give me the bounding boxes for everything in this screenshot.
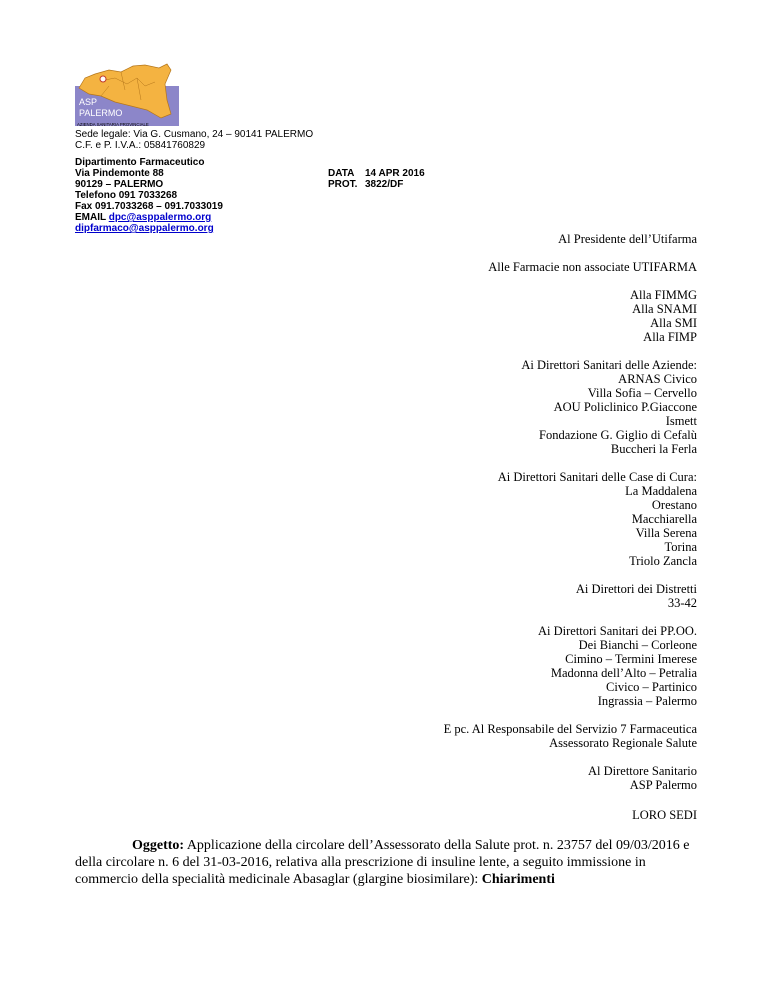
recipient-line: Al Presidente dell’Utifarma	[558, 232, 697, 246]
asp-palermo-logo	[75, 60, 179, 128]
recipient-line: Ingrassia – Palermo	[597, 694, 697, 708]
recipient-line: Al Direttore Sanitario	[588, 764, 697, 778]
email-link-dpc[interactable]: dpc@asppalermo.org	[108, 212, 212, 223]
recipient-line: Madonna dell’Alto – Petralia	[550, 666, 697, 680]
sicily-map-logo-icon	[75, 60, 179, 128]
recipient-line: Orestano	[651, 498, 697, 512]
recipient-group-direttore-sanitario	[444, 764, 697, 792]
subject-label: Oggetto:	[132, 838, 185, 853]
recipient-line: Civico – Partinico	[606, 680, 697, 694]
date-protocol-block	[328, 168, 425, 190]
recipient-line: La Maddalena	[625, 484, 697, 498]
recipient-group-utifarma-president	[444, 232, 697, 246]
department-email2-line	[75, 223, 223, 234]
department-fax: Fax 091.7033268 – 091.7033019	[75, 201, 223, 212]
recipient-line: Villa Sofia – Cervello	[587, 386, 697, 400]
recipient-line: ARNAS Civico	[618, 372, 697, 386]
recipient-line: Dei Bianchi – Corleone	[578, 638, 697, 652]
recipient-line: Ai Direttori Sanitari delle Aziende:	[521, 358, 697, 372]
department-name: Dipartimento Farmaceutico	[75, 157, 205, 168]
logo-title-palermo: PALERMO	[79, 108, 123, 118]
loro-sedi: LORO SEDI	[632, 808, 697, 822]
recipient-line: Macchiarella	[631, 512, 697, 526]
recipient-group-pharmacies	[444, 260, 697, 274]
recipient-line: Cimino – Termini Imerese	[565, 652, 697, 666]
recipient-line: AOU Policlinico P.Giaccone	[553, 400, 697, 414]
email-link-dipfarmaco[interactable]: dipfarmaco@asppalermo.org	[75, 223, 214, 234]
subject-bold-end: Chiarimenti	[481, 872, 555, 887]
department-address: Via Pindemonte 88	[75, 168, 164, 179]
recipient-line: Buccheri la Ferla	[610, 442, 697, 456]
subject-text: Applicazione della circolare dell’Assessorato della Salute prot. n. 23757 del 09/03/2016 e della circolare n. 6 del 31-03-2016, relativa alla prescrizione di insuline lente, a seguito immissione in commercio della specialità medicinale Abasaglar (glargine biosimilare):	[75, 838, 690, 887]
recipients-list	[444, 232, 697, 836]
recipient-line: Ai Direttori dei Distretti	[575, 582, 697, 596]
logo-title-asp: ASP	[79, 97, 98, 107]
sede-legale: Sede legale: Via G. Cusmano, 24 – 90141 PALERMO	[75, 129, 314, 140]
recipient-line: Torina	[664, 540, 697, 554]
recipient-line: Alle Farmacie non associate UTIFARMA	[488, 260, 697, 274]
protocol-value: 3822/DF	[365, 179, 404, 190]
recipient-group-servizio-7	[444, 722, 697, 750]
date-value: 14 APR 2016	[365, 168, 425, 179]
department-phone: Telefono 091 7033268	[75, 190, 178, 201]
codice-fiscale: C.F. e P. I.V.A.: 05841760829	[75, 140, 206, 151]
recipient-group-loro-sedi	[444, 808, 697, 822]
palermo-marker-icon	[100, 76, 106, 82]
recipient-line: E pc. Al Responsabile del Servizio 7 Farmaceutica	[443, 722, 697, 736]
recipient-line: Ai Direttori Sanitari dei PP.OO.	[537, 624, 697, 638]
recipient-line: 33-42	[667, 596, 697, 610]
recipient-line: Alla SNAMI	[632, 302, 697, 316]
logo-subtitle: AZIENDA SANITARIA PROVINCIALE	[77, 122, 149, 127]
recipient-group-presidi	[444, 624, 697, 708]
email-label: EMAIL	[75, 212, 109, 223]
recipient-line: ASP Palermo	[629, 778, 697, 792]
department-block	[75, 157, 223, 234]
recipient-group-distretti	[444, 582, 697, 610]
recipient-line: Alla SMI	[650, 316, 697, 330]
department-email-line	[75, 212, 223, 223]
recipient-line: Villa Serena	[635, 526, 697, 540]
recipient-line: Fondazione G. Giglio di Cefalù	[539, 428, 697, 442]
recipient-group-aziende	[444, 358, 697, 456]
date-row	[328, 168, 425, 179]
recipient-line: Alla FIMMG	[629, 288, 697, 302]
recipient-line: Ai Direttori Sanitari delle Case di Cura:	[497, 470, 697, 484]
protocol-row	[328, 179, 425, 190]
recipient-line: Ismett	[665, 414, 697, 428]
recipient-group-case-di-cura	[444, 470, 697, 568]
recipient-line: Assessorato Regionale Salute	[549, 736, 697, 750]
recipient-line: Triolo Zancla	[629, 554, 697, 568]
protocol-label: PROT.	[328, 179, 358, 190]
recipient-line: Alla FIMP	[643, 330, 697, 344]
date-label: DATA	[328, 168, 355, 179]
recipient-group-unions	[444, 288, 697, 344]
subject-paragraph	[75, 837, 705, 888]
department-city: 90129 – PALERMO	[75, 179, 164, 190]
